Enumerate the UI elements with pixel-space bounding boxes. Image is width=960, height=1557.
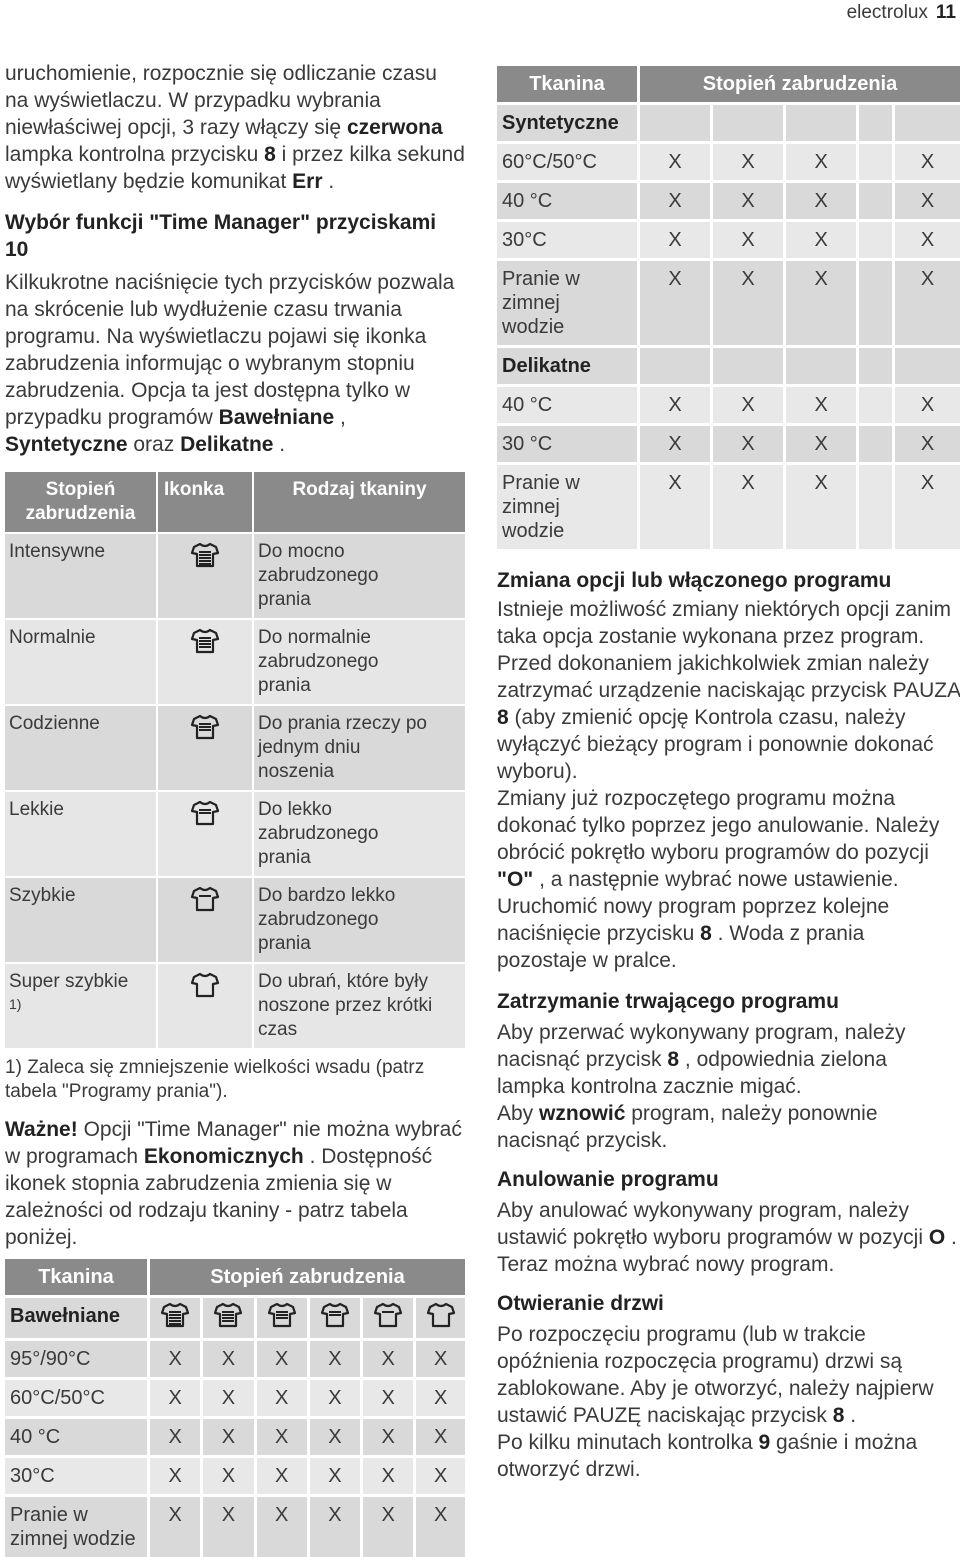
synth-empty-cell xyxy=(713,345,786,384)
cotton-mark-cell: X xyxy=(150,1494,203,1557)
synth-empty-cell xyxy=(859,102,895,141)
soil-icon-cell xyxy=(158,704,254,790)
shirt-icon-6 xyxy=(191,542,219,568)
footnote: 1) Zaleca się zmniejszenie wielkości wsadu (patrz tabela "Programy prania"). xyxy=(5,1057,425,1102)
synth-mark-cell: X xyxy=(640,258,713,345)
cotton-mark-cell: X xyxy=(310,1416,363,1455)
cotton-row xyxy=(5,1416,465,1455)
cotton-mark-cell: X xyxy=(150,1338,203,1377)
synth-mark-cell: X xyxy=(895,180,960,219)
synth-mark-cell xyxy=(859,384,895,423)
synth-row xyxy=(497,423,960,462)
cancel-p1: Aby anulować wykonywany program, należy ustawić pokrętło wyboru programów w pozycji O . xyxy=(497,1199,957,1249)
cotton-temp-cell: 60°C/50°C xyxy=(5,1377,150,1416)
change-p3: Zmiany już rozpoczętego programu można dokonać tylko poprzez jego anulowanie. Należy obrócić pokrętło wyboru programów do pozycji "O" , a następnie wybrać nowe ustawienie. Uruchomić nowy program poprzez kolejne naciśnięcie przycisku 8 . Woda z prania pozostaje w pralce. xyxy=(497,787,940,972)
cotton-mark-cell: X xyxy=(150,1416,203,1455)
cotton-icon-cell xyxy=(150,1295,203,1338)
synth-mark-cell: X xyxy=(640,141,713,180)
stop-p2: Aby wznowić program, należy ponownie nacisnąć przycisk. xyxy=(497,1102,878,1152)
soil-desc-cell: Do prania rzeczy po jednym dniu noszenia xyxy=(254,704,465,790)
cotton-temp-cell: 40 °C xyxy=(5,1416,150,1455)
cotton-row xyxy=(5,1338,465,1377)
change-p2: Przed dokonaniem jakichkolwiek zmian należy zatrzymać urządzenie naciskając przycisk PAUZA 8 (aby zmienić opcję Kontrola czasu, należy wyłączyć bieżący program i ponownie dokonać wyboru). xyxy=(497,652,960,783)
synth-mark-cell: X xyxy=(895,141,960,180)
cancel-heading: Anulowanie programu xyxy=(497,1168,719,1191)
synth-mark-cell xyxy=(859,219,895,258)
cotton-temp-cell: 30°C xyxy=(5,1455,150,1494)
page-number: 11 xyxy=(935,2,956,23)
cotton-mark-cell: X xyxy=(363,1494,416,1557)
synth-temp-cell: 40 °C xyxy=(497,384,640,423)
synth-mark-cell: X xyxy=(895,384,960,423)
time-manager-heading: Wybór funkcji "Time Manager" przyciskami 10 xyxy=(5,211,437,261)
cotton-group-row xyxy=(5,1295,465,1338)
cotton-mark-cell: X xyxy=(257,1338,310,1377)
cotton-mark-cell: X xyxy=(203,1494,256,1557)
synth-mark-cell xyxy=(859,258,895,345)
synth-temp-cell: 30°C xyxy=(497,219,640,258)
cotton-mark-cell: X xyxy=(363,1416,416,1455)
shirt-icon-5 xyxy=(214,1302,242,1328)
stop-p1: Aby przerwać wykonywany program, należy nacisnąć przycisk 8 , odpowiednia zielona lampka kontrolna zacznie migać. xyxy=(497,1021,906,1098)
soil-desc-cell: Do lekko zabrudzonego prania xyxy=(254,790,465,876)
cotton-icon-cell xyxy=(416,1295,465,1338)
cotton-row xyxy=(5,1377,465,1416)
synth-mark-cell: X xyxy=(786,258,859,345)
page-header xyxy=(847,2,956,24)
synth-row xyxy=(497,462,960,549)
cotton-row xyxy=(5,1494,465,1557)
cotton-mark-cell: X xyxy=(363,1377,416,1416)
synth-mark-cell: X xyxy=(895,423,960,462)
synth-mark-cell: X xyxy=(640,384,713,423)
cotton-row xyxy=(5,1455,465,1494)
brand-name: electrolux xyxy=(846,2,928,23)
synth-mark-cell: X xyxy=(786,384,859,423)
right-column xyxy=(497,66,960,1483)
synth-mark-cell: X xyxy=(895,258,960,345)
cotton-mark-cell: X xyxy=(310,1494,363,1557)
soil-row xyxy=(5,618,465,704)
cotton-mark-cell: X xyxy=(257,1455,310,1494)
synth-group-label: Syntetyczne xyxy=(497,102,640,141)
stop-heading: Zatrzymanie trwającego programu xyxy=(497,990,839,1013)
synth-empty-cell xyxy=(895,102,960,141)
synth-row xyxy=(497,219,960,258)
soil-row xyxy=(5,532,465,618)
soil-icon-cell xyxy=(158,618,254,704)
soil-header-level: Stopień zabrudzenia xyxy=(5,472,158,532)
synth-mark-cell xyxy=(859,141,895,180)
synth-empty-cell xyxy=(895,345,960,384)
soil-desc-cell: Do ubrań, które były noszone przez krótki czas xyxy=(254,962,465,1048)
cotton-mark-cell: X xyxy=(310,1455,363,1494)
synth-mark-cell xyxy=(859,462,895,549)
shirt-icon-2 xyxy=(191,886,219,912)
soil-level-cell: Lekkie xyxy=(5,790,158,876)
synth-mark-cell: X xyxy=(786,219,859,258)
synth-empty-cell xyxy=(640,102,713,141)
synth-row xyxy=(497,258,960,345)
synthetic-soil-table xyxy=(497,66,960,549)
synth-mark-cell: X xyxy=(640,219,713,258)
synth-mark-cell: X xyxy=(713,384,786,423)
synth-row xyxy=(497,141,960,180)
change-p1: Istnieje możliwość zmiany niektórych opcji zanim taka opcja zostanie wykonana przez program. xyxy=(497,598,951,648)
cotton-mark-cell: X xyxy=(257,1416,310,1455)
synth-group-label: Delikatne xyxy=(497,345,640,384)
shirt-icon-2 xyxy=(374,1302,402,1328)
synth-mark-cell: X xyxy=(895,462,960,549)
shirt-icon-4 xyxy=(268,1302,296,1328)
synth-mark-cell xyxy=(859,423,895,462)
soil-level-table xyxy=(5,472,465,1048)
cotton-mark-cell: X xyxy=(257,1494,310,1557)
cotton-temp-cell: 95°/90°C xyxy=(5,1338,150,1377)
cotton-mark-cell: X xyxy=(416,1338,465,1377)
cotton-mark-cell: X xyxy=(310,1377,363,1416)
synth-mark-cell: X xyxy=(713,141,786,180)
synth-mark-cell: X xyxy=(713,219,786,258)
shirt-icon-6 xyxy=(161,1302,189,1328)
synth-mark-cell: X xyxy=(786,141,859,180)
soil-row xyxy=(5,790,465,876)
synth-mark-cell: X xyxy=(713,423,786,462)
soil-row xyxy=(5,704,465,790)
synth-empty-cell xyxy=(713,102,786,141)
cotton-mark-cell: X xyxy=(203,1377,256,1416)
synth-mark-cell: X xyxy=(786,462,859,549)
synth-mark-cell: X xyxy=(786,180,859,219)
synth-mark-cell: X xyxy=(640,462,713,549)
cotton-mark-cell: X xyxy=(363,1338,416,1377)
synth-mark-cell: X xyxy=(713,258,786,345)
cotton-mark-cell: X xyxy=(203,1416,256,1455)
cotton-header-soil: Stopień zabrudzenia xyxy=(150,1259,465,1295)
cotton-mark-cell: X xyxy=(150,1377,203,1416)
cotton-header-fabric: Tkanina xyxy=(5,1259,150,1295)
synth-temp-cell: Pranie w zimnej wodzie xyxy=(497,462,640,549)
synth-temp-cell: Pranie w zimnej wodzie xyxy=(497,258,640,345)
synth-mark-cell: X xyxy=(640,423,713,462)
synth-mark-cell: X xyxy=(640,180,713,219)
synth-temp-cell: 40 °C xyxy=(497,180,640,219)
soil-desc-cell: Do bardzo lekko zabrudzonego prania xyxy=(254,876,465,962)
soil-header-icon: Ikonka xyxy=(158,472,254,532)
cotton-mark-cell: X xyxy=(363,1455,416,1494)
synth-mark-cell: X xyxy=(713,462,786,549)
cancel-p2: Teraz można wybrać nowy program. xyxy=(497,1253,835,1276)
door-p1: Po rozpoczęciu programu (lub w trakcie opóźnienia rozpoczęcia programu) drzwi są zablokowane. Aby je otworzyć, należy najpierw ustawić PAUZĘ naciskając przycisk 8 . xyxy=(497,1323,934,1427)
soil-row xyxy=(5,876,465,962)
important-paragraph: Ważne! Opcji "Time Manager" nie można wybrać w programach Ekonomicznych . Dostępność ikonek stopnia zabrudzenia zmienia się w zależności od rodzaju tkaniny - patrz tabela poniżej. xyxy=(5,1118,462,1249)
soil-level-cell: Codzienne xyxy=(5,704,158,790)
soil-level-cell: Normalnie xyxy=(5,618,158,704)
cotton-group-label: Bawełniane xyxy=(5,1295,150,1338)
soil-level-cell: Szybkie xyxy=(5,876,158,962)
door-heading: Otwieranie drzwi xyxy=(497,1292,664,1315)
synth-header-fabric: Tkanina xyxy=(497,66,640,102)
cotton-icon-cell xyxy=(310,1295,363,1338)
shirt-icon-1 xyxy=(427,1302,455,1328)
synth-temp-cell: 60°C/50°C xyxy=(497,141,640,180)
synth-temp-cell: 30 °C xyxy=(497,423,640,462)
shirt-icon-3 xyxy=(191,800,219,826)
left-column xyxy=(5,60,465,1557)
door-p2: Po kilku minutach kontrolka 9 gaśnie i można otworzyć drzwi. xyxy=(497,1431,918,1481)
cotton-temp-cell: Pranie w zimnej wodzie xyxy=(5,1494,150,1557)
cotton-icon-cell xyxy=(257,1295,310,1338)
soil-header-fabric: Rodzaj tkaniny xyxy=(254,472,465,532)
change-heading: Zmiana opcji lub włączonego programu xyxy=(497,569,892,592)
synth-row xyxy=(497,180,960,219)
synth-mark-cell: X xyxy=(786,423,859,462)
soil-icon-cell xyxy=(158,876,254,962)
cotton-mark-cell: X xyxy=(416,1377,465,1416)
time-manager-paragraph: Kilkukrotne naciśnięcie tych przycisków pozwala na skrócenie lub wydłużenie czasu trwania programu. Na wyświetlaczu pojawi się ikonka zabrudzenia informując o wybranym stopniu zabrudzenia. Opcja ta jest dostępna tylko w przypadku programów Bawełniane , Syntetyczne oraz Delikatne . xyxy=(5,271,455,456)
soil-icon-cell xyxy=(158,532,254,618)
synth-mark-cell xyxy=(859,180,895,219)
cotton-mark-cell: X xyxy=(310,1338,363,1377)
shirt-icon-5 xyxy=(191,628,219,654)
synth-empty-cell xyxy=(859,345,895,384)
soil-level-cell: Intensywne xyxy=(5,532,158,618)
shirt-icon-1 xyxy=(191,972,219,998)
soil-row xyxy=(5,962,465,1048)
cotton-mark-cell: X xyxy=(203,1338,256,1377)
synth-group-row xyxy=(497,102,960,141)
synth-group-row xyxy=(497,345,960,384)
cotton-icon-cell xyxy=(203,1295,256,1338)
shirt-icon-4 xyxy=(191,714,219,740)
cotton-mark-cell: X xyxy=(150,1455,203,1494)
synth-mark-cell: X xyxy=(895,219,960,258)
cotton-mark-cell: X xyxy=(416,1494,465,1557)
soil-level-cell: Super szybkie 1) xyxy=(5,962,158,1048)
soil-icon-cell xyxy=(158,790,254,876)
synth-mark-cell: X xyxy=(713,180,786,219)
cotton-mark-cell: X xyxy=(416,1416,465,1455)
cotton-soil-table xyxy=(5,1259,465,1557)
cotton-icon-cell xyxy=(363,1295,416,1338)
cotton-mark-cell: X xyxy=(416,1455,465,1494)
soil-desc-cell: Do normalnie zabrudzonego prania xyxy=(254,618,465,704)
soil-icon-cell xyxy=(158,962,254,1048)
intro-paragraph: uruchomienie, rozpocznie się odliczanie czasu na wyświetlaczu. W przypadku wybrania niewłaściwej opcji, 3 razy włączy się czerwona lampka kontrolna przycisku 8 i przez kilka sekund wyświetlany będzie komunikat Err . xyxy=(5,62,465,193)
synth-header-soil: Stopień zabrudzenia xyxy=(640,66,960,102)
synth-empty-cell xyxy=(786,345,859,384)
synth-row xyxy=(497,384,960,423)
shirt-icon-3 xyxy=(321,1302,349,1328)
cotton-mark-cell: X xyxy=(257,1377,310,1416)
synth-empty-cell xyxy=(786,102,859,141)
cotton-mark-cell: X xyxy=(203,1455,256,1494)
soil-desc-cell: Do mocno zabrudzonego prania xyxy=(254,532,465,618)
synth-empty-cell xyxy=(640,345,713,384)
